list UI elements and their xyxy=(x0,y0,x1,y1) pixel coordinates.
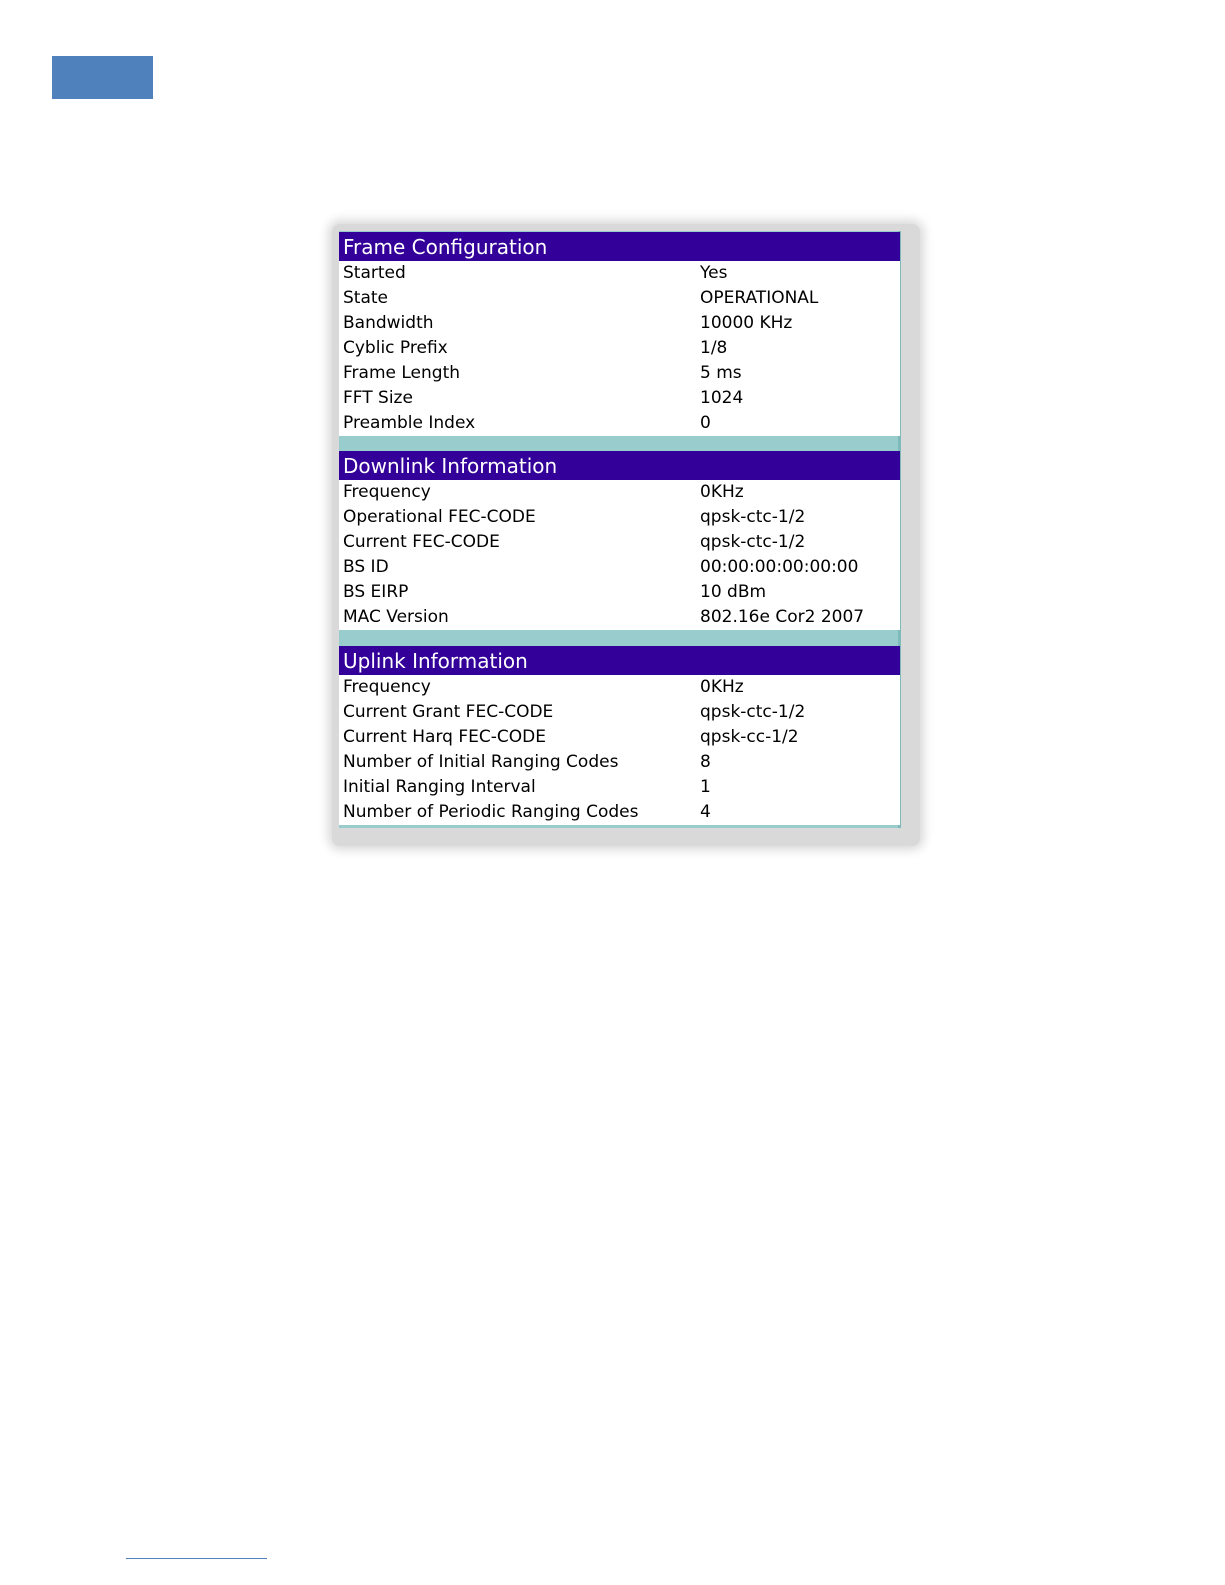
row-value: 802.16e Cor2 2007 xyxy=(700,607,865,627)
row-value: qpsk-ctc-1/2 xyxy=(700,702,806,722)
table-row xyxy=(339,505,900,530)
table-row xyxy=(339,750,900,775)
table-row xyxy=(339,580,900,605)
row-label: Frequency xyxy=(343,677,431,697)
row-label: Frame Length xyxy=(343,363,461,383)
row-value: Yes xyxy=(700,263,728,283)
table-row xyxy=(339,775,900,800)
row-label: Current FEC-CODE xyxy=(343,532,500,552)
row-value: 0 xyxy=(700,413,711,433)
table-row xyxy=(339,386,900,411)
row-value: 10000 KHz xyxy=(700,313,793,333)
row-value: 1024 xyxy=(700,388,744,408)
table-row xyxy=(339,411,900,436)
row-label: Initial Ranging Interval xyxy=(343,777,536,797)
row-value: OPERATIONAL xyxy=(700,288,819,308)
row-label: Frequency xyxy=(343,482,431,502)
table-row xyxy=(339,700,900,725)
downlink-information-section xyxy=(339,451,900,630)
section-header: Downlink Information xyxy=(339,451,900,480)
row-label: Current Grant FEC-CODE xyxy=(343,702,554,722)
row-label: BS EIRP xyxy=(343,582,409,602)
row-value: 0KHz xyxy=(700,677,744,697)
table-row xyxy=(339,361,900,386)
table-row xyxy=(339,725,900,750)
table-row xyxy=(339,675,900,700)
table-row xyxy=(339,311,900,336)
header-color-block xyxy=(52,56,153,99)
row-value: qpsk-cc-1/2 xyxy=(700,727,799,747)
row-label: Started xyxy=(343,263,406,283)
status-panel xyxy=(339,231,901,828)
row-label: Number of Initial Ranging Codes xyxy=(343,752,619,772)
row-label: Bandwidth xyxy=(343,313,434,333)
row-value: 4 xyxy=(700,802,711,822)
row-value: 0KHz xyxy=(700,482,744,502)
section-header: Uplink Information xyxy=(339,646,900,675)
row-label: Number of Periodic Ranging Codes xyxy=(343,802,639,822)
table-row xyxy=(339,261,900,286)
row-value: 10 dBm xyxy=(700,582,767,602)
row-value: qpsk-ctc-1/2 xyxy=(700,532,806,552)
row-label: FFT Size xyxy=(343,388,413,408)
row-value: 1 xyxy=(700,777,711,797)
table-row xyxy=(339,480,900,505)
row-value: 1/8 xyxy=(700,338,728,358)
table-row xyxy=(339,555,900,580)
row-value: 8 xyxy=(700,752,711,772)
row-label: Current Harq FEC-CODE xyxy=(343,727,546,747)
footnote-rule xyxy=(126,1558,267,1559)
row-label: MAC Version xyxy=(343,607,449,627)
row-label: Preamble Index xyxy=(343,413,476,433)
table-row xyxy=(339,605,900,630)
row-label: State xyxy=(343,288,388,308)
row-value: 5 ms xyxy=(700,363,742,383)
table-row xyxy=(339,530,900,555)
uplink-information-section xyxy=(339,646,900,825)
row-value: qpsk-ctc-1/2 xyxy=(700,507,806,527)
row-label: Cyblic Prefix xyxy=(343,338,448,358)
table-row xyxy=(339,336,900,361)
row-value: 00:00:00:00:00:00 xyxy=(700,557,859,577)
row-label: Operational FEC-CODE xyxy=(343,507,536,527)
table-row xyxy=(339,800,900,825)
frame-configuration-section xyxy=(339,232,900,436)
section-header: Frame Configuration xyxy=(339,232,900,261)
table-row xyxy=(339,286,900,311)
row-label: BS ID xyxy=(343,557,389,577)
